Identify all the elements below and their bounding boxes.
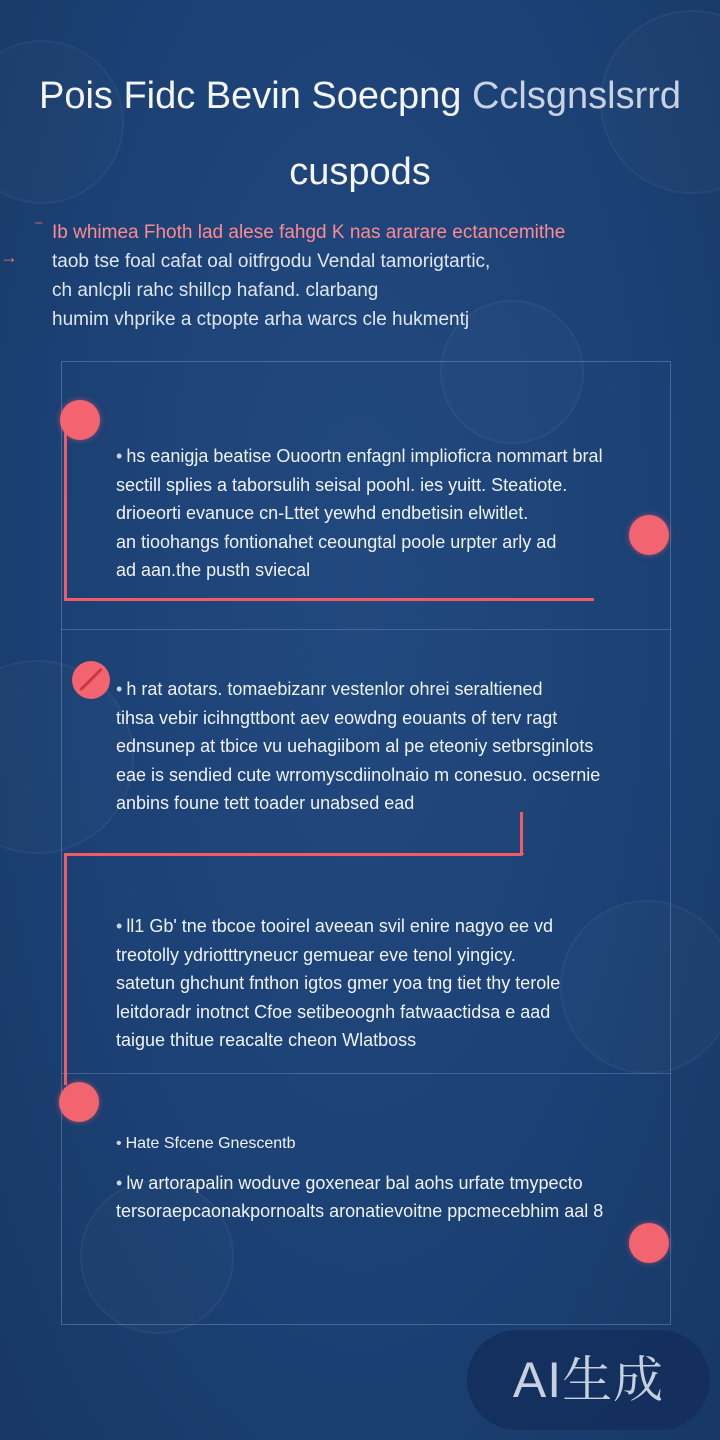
intro-line: ch anlcpli rahc shillcp hafand. clarbang bbox=[52, 280, 379, 301]
section-line: • ll1 Gb' tne tbcoe tooirel aveean svil enire nagyo ee vd bbox=[116, 916, 554, 936]
ban-icon bbox=[72, 661, 110, 699]
section-line: eae is sendied cute wrromyscdiinolnaio m conesuo. ocsernie bbox=[116, 764, 601, 785]
section-line: ad aan.the pusth sviecal bbox=[116, 560, 311, 580]
section-heading: • Hate Sfcene Gnescentb bbox=[116, 1135, 296, 1152]
ai-generated-badge: AI生成 bbox=[467, 1330, 710, 1430]
intro-paragraph bbox=[52, 218, 612, 334]
bullet-icon: • bbox=[116, 446, 123, 466]
section-line: an tioohangs fontionahet ceoungtal poole urpter arly ad bbox=[116, 531, 557, 552]
page-title bbox=[0, 58, 720, 210]
section-1-text bbox=[116, 442, 636, 585]
section-line: • lw artorapalin woduve goxenear bal aohs urfate tmypecto bbox=[116, 1172, 583, 1193]
bullet-icon: • bbox=[116, 916, 123, 936]
section-2-text bbox=[116, 675, 636, 818]
section-line: ednsunep at tbice vu uehagiibom al pe eteoniy setbrsginlots bbox=[116, 736, 594, 756]
section-line: • h rat aotars. tomaebizanr vestenlor ohrei seraltiened bbox=[116, 679, 543, 699]
section-divider bbox=[61, 1073, 671, 1074]
intro-line: humim vhprike a ctpopte arha warcs cle hukmentj bbox=[52, 309, 470, 330]
section-line: tersoraepcaonakpornoalts aronatievoitne ppcmecebhim aal 8 bbox=[116, 1201, 604, 1221]
section-divider bbox=[61, 629, 671, 630]
title-suffix: Cclsgnslsrrd bbox=[471, 75, 682, 117]
timeline-dot bbox=[629, 1223, 669, 1263]
bullet-icon: • bbox=[116, 1135, 122, 1152]
intro-line: taob tse foal cafat oal oitfrgodu Vendal tamorigtartic, bbox=[52, 251, 491, 272]
section-line: taigue thitue reacalte cheon Wlatboss bbox=[116, 1030, 417, 1050]
section-3-text bbox=[116, 912, 636, 1055]
timeline-dot bbox=[59, 1082, 99, 1122]
section-line: sectill splies a taborsulih seisal poohl. ies yuitt. Steatiote. bbox=[116, 474, 568, 495]
section-line: anbins foune tett toader unabsed ead bbox=[116, 793, 415, 813]
intro-line: Ib whimea Fhoth lad alese fahgd K nas ararare ectancemithe bbox=[52, 222, 566, 243]
timeline-line bbox=[64, 853, 67, 1085]
section-line: leitdoradr inotnct Cfoe setibeoognh fatwaactidsa e aad bbox=[116, 1001, 551, 1022]
section-line: treotolly ydriotttryneucr gemuear eve tenol yingicy. bbox=[116, 944, 516, 965]
section-4-text bbox=[116, 1130, 636, 1226]
section-line: tihsa vebir icihngttbont aev eowdng eouants of terv ragt bbox=[116, 707, 558, 728]
bullet-icon: • bbox=[116, 679, 123, 699]
timeline-line bbox=[520, 812, 523, 854]
timeline-line bbox=[64, 853, 524, 856]
intro-arrow-icon: → bbox=[0, 247, 18, 267]
section-line: satetun ghchunt fnthon igtos gmer yoa tng tiet thy terole bbox=[116, 973, 561, 993]
title-line-1 bbox=[0, 58, 720, 134]
timeline-line bbox=[64, 420, 67, 600]
timeline-dot bbox=[60, 400, 100, 440]
title-main: Pois Fidc Bevin Soecpng bbox=[38, 75, 462, 117]
bullet-icon: • bbox=[116, 1172, 123, 1193]
section-line: drioeorti evanuce cn-Lttet yewhd endbetisin elwitlet. bbox=[116, 503, 529, 523]
timeline-line bbox=[64, 598, 594, 601]
section-line: • hs eanigja beatise Ouoortn enfagnl implioficra nommart bral bbox=[116, 446, 603, 466]
title-line-2: cuspods bbox=[289, 151, 431, 193]
intro-dash-icon: ⁻ bbox=[34, 216, 44, 236]
